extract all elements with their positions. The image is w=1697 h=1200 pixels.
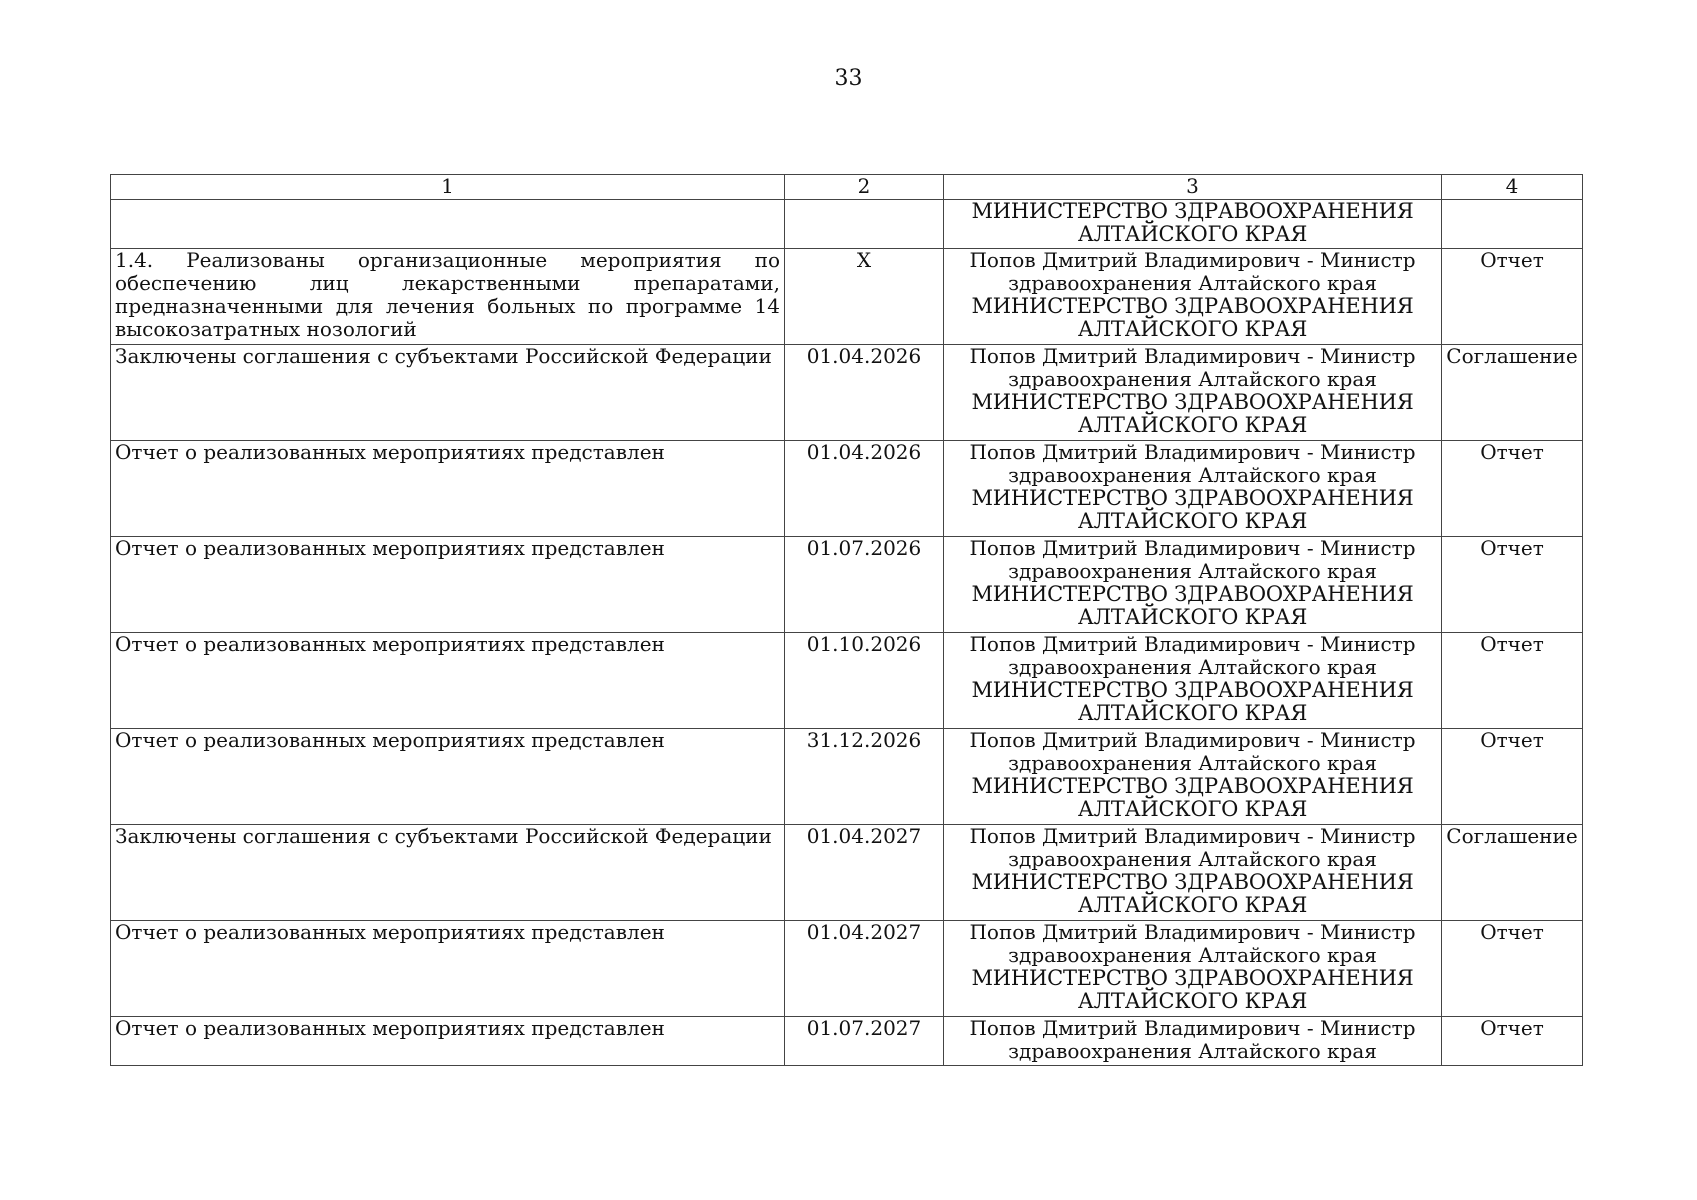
column-header-1: 1 bbox=[111, 175, 785, 200]
document-cell bbox=[1442, 200, 1583, 249]
document-cell: Отчет bbox=[1442, 537, 1583, 633]
table-row bbox=[111, 633, 1583, 729]
responsible-org-line2: АЛТАЙСКОГО КРАЯ bbox=[1077, 605, 1308, 629]
responsible-person-line2: здравоохранения Алтайского края bbox=[1008, 655, 1377, 679]
table-row bbox=[111, 537, 1583, 633]
responsible-person-line1: Попов Дмитрий Владимирович - Министр bbox=[969, 248, 1416, 272]
date-cell: 01.07.2027 bbox=[785, 1017, 944, 1066]
responsible-person-line2: здравоохранения Алтайского края bbox=[1008, 943, 1377, 967]
table-header-row bbox=[111, 175, 1583, 200]
result-cell: Отчет о реализованных мероприятиях представлен bbox=[111, 1017, 785, 1066]
responsible-org-line1: МИНИСТЕРСТВО ЗДРАВООХРАНЕНИЯ bbox=[971, 774, 1414, 798]
date-cell: 31.12.2026 bbox=[785, 729, 944, 825]
document-cell: Соглашение bbox=[1442, 825, 1583, 921]
responsible-org-line2: АЛТАЙСКОГО КРАЯ bbox=[1077, 317, 1308, 341]
date-cell bbox=[785, 200, 944, 249]
responsible-org-line2: АЛТАЙСКОГО КРАЯ bbox=[1077, 893, 1308, 917]
responsible-org-line1: МИНИСТЕРСТВО ЗДРАВООХРАНЕНИЯ bbox=[971, 966, 1414, 990]
responsible-org-line2: АЛТАЙСКОГО КРАЯ bbox=[1077, 222, 1308, 246]
result-cell: Отчет о реализованных мероприятиях представлен bbox=[111, 729, 785, 825]
responsible-cell bbox=[944, 200, 1442, 249]
date-cell: X bbox=[785, 249, 944, 345]
responsible-person-line2: здравоохранения Алтайского края bbox=[1008, 271, 1377, 295]
result-cell bbox=[111, 200, 785, 249]
table-row bbox=[111, 729, 1583, 825]
responsible-person-line2: здравоохранения Алтайского края bbox=[1008, 367, 1377, 391]
responsible-org-line1: МИНИСТЕРСТВО ЗДРАВООХРАНЕНИЯ bbox=[971, 390, 1414, 414]
responsible-cell bbox=[944, 441, 1442, 537]
responsible-org-line1: МИНИСТЕРСТВО ЗДРАВООХРАНЕНИЯ bbox=[971, 199, 1414, 223]
result-cell: Заключены соглашения с субъектами Российской Федерации bbox=[111, 825, 785, 921]
document-cell: Отчет bbox=[1442, 921, 1583, 1017]
responsible-cell bbox=[944, 633, 1442, 729]
document-cell: Соглашение bbox=[1442, 345, 1583, 441]
date-cell: 01.10.2026 bbox=[785, 633, 944, 729]
responsible-person-line2: здравоохранения Алтайского края bbox=[1008, 751, 1377, 775]
date-cell: 01.07.2026 bbox=[785, 537, 944, 633]
column-header-3: 3 bbox=[944, 175, 1442, 200]
responsible-person-line2: здравоохранения Алтайского края bbox=[1008, 847, 1377, 871]
responsible-cell bbox=[944, 921, 1442, 1017]
responsible-person-line2: здравоохранения Алтайского края bbox=[1008, 559, 1377, 583]
responsible-cell bbox=[944, 729, 1442, 825]
column-header-2: 2 bbox=[785, 175, 944, 200]
result-cell: Отчет о реализованных мероприятиях представлен bbox=[111, 441, 785, 537]
table-row bbox=[111, 825, 1583, 921]
responsible-org-line2: АЛТАЙСКОГО КРАЯ bbox=[1077, 413, 1308, 437]
document-cell: Отчет bbox=[1442, 441, 1583, 537]
date-cell: 01.04.2026 bbox=[785, 441, 944, 537]
result-cell: Отчет о реализованных мероприятиях представлен bbox=[111, 921, 785, 1017]
table-row-continuation bbox=[111, 200, 1583, 249]
result-cell: 1.4. Реализованы организационные мероприятия по обеспечению лиц лекарственными препаратами, предназначенными для лечения больных по программе 14 высокозатратных нозологий bbox=[111, 249, 785, 345]
responsible-person-line1: Попов Дмитрий Владимирович - Министр bbox=[969, 344, 1416, 368]
column-header-4: 4 bbox=[1442, 175, 1583, 200]
responsible-org-line1: МИНИСТЕРСТВО ЗДРАВООХРАНЕНИЯ bbox=[971, 486, 1414, 510]
table-row bbox=[111, 921, 1583, 1017]
responsible-org-line1: МИНИСТЕРСТВО ЗДРАВООХРАНЕНИЯ bbox=[971, 678, 1414, 702]
activities-table bbox=[110, 174, 1583, 1066]
responsible-person-line1: Попов Дмитрий Владимирович - Министр bbox=[969, 632, 1416, 656]
responsible-org-line2: АЛТАЙСКОГО КРАЯ bbox=[1077, 509, 1308, 533]
responsible-cell bbox=[944, 1017, 1442, 1066]
table-row bbox=[111, 441, 1583, 537]
page-number: 33 bbox=[834, 66, 863, 91]
responsible-person-line1: Попов Дмитрий Владимирович - Министр bbox=[969, 440, 1416, 464]
responsible-person-line1: Попов Дмитрий Владимирович - Министр bbox=[969, 1016, 1416, 1040]
responsible-person-line1: Попов Дмитрий Владимирович - Министр bbox=[969, 920, 1416, 944]
date-cell: 01.04.2027 bbox=[785, 921, 944, 1017]
responsible-person-line2: здравоохранения Алтайского края bbox=[1008, 1039, 1377, 1063]
responsible-person-line1: Попов Дмитрий Владимирович - Министр bbox=[969, 824, 1416, 848]
document-cell: Отчет bbox=[1442, 633, 1583, 729]
responsible-person-line1: Попов Дмитрий Владимирович - Министр bbox=[969, 728, 1416, 752]
table-row bbox=[111, 249, 1583, 345]
responsible-person-line2: здравоохранения Алтайского края bbox=[1008, 463, 1377, 487]
responsible-cell bbox=[944, 345, 1442, 441]
document-cell: Отчет bbox=[1442, 729, 1583, 825]
table-row bbox=[111, 345, 1583, 441]
responsible-org-line2: АЛТАЙСКОГО КРАЯ bbox=[1077, 989, 1308, 1013]
document-cell: Отчет bbox=[1442, 249, 1583, 345]
result-cell: Отчет о реализованных мероприятиях представлен bbox=[111, 633, 785, 729]
table-row bbox=[111, 1017, 1583, 1066]
responsible-cell bbox=[944, 249, 1442, 345]
responsible-cell bbox=[944, 537, 1442, 633]
responsible-org-line1: МИНИСТЕРСТВО ЗДРАВООХРАНЕНИЯ bbox=[971, 294, 1414, 318]
responsible-org-line2: АЛТАЙСКОГО КРАЯ bbox=[1077, 797, 1308, 821]
result-cell: Заключены соглашения с субъектами Российской Федерации bbox=[111, 345, 785, 441]
result-cell: Отчет о реализованных мероприятиях представлен bbox=[111, 537, 785, 633]
document-cell: Отчет bbox=[1442, 1017, 1583, 1066]
responsible-cell bbox=[944, 825, 1442, 921]
date-cell: 01.04.2026 bbox=[785, 345, 944, 441]
responsible-org-line1: МИНИСТЕРСТВО ЗДРАВООХРАНЕНИЯ bbox=[971, 870, 1414, 894]
responsible-person-line1: Попов Дмитрий Владимирович - Министр bbox=[969, 536, 1416, 560]
date-cell: 01.04.2027 bbox=[785, 825, 944, 921]
responsible-org-line1: МИНИСТЕРСТВО ЗДРАВООХРАНЕНИЯ bbox=[971, 582, 1414, 606]
responsible-org-line2: АЛТАЙСКОГО КРАЯ bbox=[1077, 701, 1308, 725]
